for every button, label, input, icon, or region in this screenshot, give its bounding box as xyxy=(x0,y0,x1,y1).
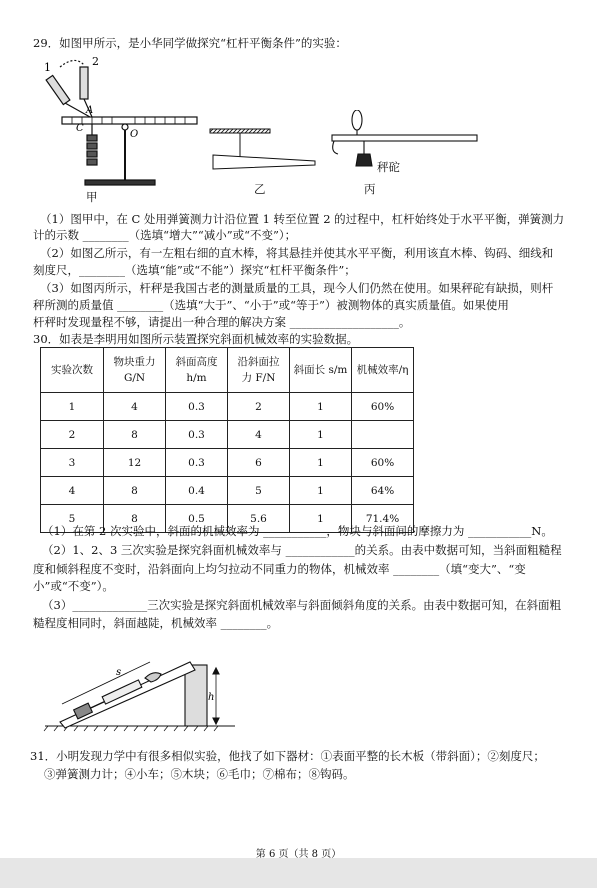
page-footer xyxy=(0,849,597,888)
q29-part3-line3: 杆秤时发现量程不够，请提出一种合理的解决方案 ___________________。 xyxy=(33,315,411,329)
label-yi: 乙 xyxy=(254,182,266,196)
table-cell: 5 xyxy=(228,477,290,505)
table-row xyxy=(41,393,414,421)
table-cell: 8 xyxy=(104,505,166,533)
table-cell: 1 xyxy=(290,449,352,477)
label-point-o: O xyxy=(130,129,139,140)
q30-part2-line2: 度和倾斜程度不变时，沿斜面向上均匀拉动不同重力的物体，机械效率 ________（填“变大”、“变 xyxy=(33,562,526,576)
q30-part3-line2: 糙程度相同时，斜面越陡，机械效率 ________。 xyxy=(33,616,279,630)
q30-part2-line3: 小”或“不变”）。 xyxy=(33,579,114,593)
label-point-a: A xyxy=(86,105,94,116)
q29-part2-line2: 刻度尺，________（选填“能”或“不能”）探究“杠杆平衡条件”； xyxy=(33,263,356,277)
q30-part2-line1: （2）1、2、3 三次实验是探究斜面机械效率与 ____________的关系。由表中数据可知，当斜面粗糙程 xyxy=(42,543,562,557)
figure-bing-steelyard xyxy=(322,110,482,185)
label-pos1: 1 xyxy=(44,61,51,74)
label-jia: 甲 xyxy=(86,190,98,204)
table-cell: 5 xyxy=(41,505,104,533)
table-cell: 8 xyxy=(104,477,166,505)
label-pos2: 2 xyxy=(92,55,99,68)
table-row xyxy=(41,449,414,477)
table-cell: 8 xyxy=(104,421,166,449)
figure-jia-lever-apparatus xyxy=(40,55,210,195)
table-cell: 2 xyxy=(41,421,104,449)
table-cell: 60% xyxy=(352,449,414,477)
table-cell: 71.4% xyxy=(352,505,414,533)
table-cell: 0.4 xyxy=(166,477,228,505)
header-length: 斜面长 s/m xyxy=(290,348,352,393)
table-cell: 0.3 xyxy=(166,449,228,477)
figure-incline-plane xyxy=(40,640,240,735)
label-h: h xyxy=(208,692,215,703)
table-cell: 6 xyxy=(228,449,290,477)
table-cell: 4 xyxy=(41,477,104,505)
table-cell: 0.3 xyxy=(166,421,228,449)
table-cell: 1 xyxy=(290,421,352,449)
table-cell: 12 xyxy=(104,449,166,477)
table-cell xyxy=(352,421,414,449)
q29-part1-line1: （1）图甲中，在 C 处用弹簧测力计沿位置 1 转至位置 2 的过程中，杠杆始终处于水平平衡，弹簧测力 xyxy=(40,212,565,226)
table-cell: 1 xyxy=(290,393,352,421)
q29-part3-line2: 秤所测的质量值 ________（选填“大于”、“小于”或“等于”）被测物体的真实质量值。如果使用 xyxy=(33,298,509,312)
q29-part1-line2: 计的示数 ________（选填“增大”“减小”或“不变”）； xyxy=(33,228,297,242)
figure-yi-tapered-rod xyxy=(205,125,325,185)
label-point-c: C xyxy=(76,123,84,134)
table-cell: 4 xyxy=(104,393,166,421)
q29-title: 29．如图甲所示，是小华同学做探究“杠杆平衡条件”的实验： xyxy=(33,36,347,50)
header-height: 斜面高度 h/m xyxy=(166,348,228,393)
q29-part2-line1: （2）如图乙所示，有一左粗右细的直木棒，将其悬挂并使其水平平衡，利用该直木棒、钩码、细线和 xyxy=(40,246,554,260)
table-cell: 0.3 xyxy=(166,393,228,421)
table-cell: 1 xyxy=(290,477,352,505)
table-cell: 64% xyxy=(352,477,414,505)
page-number: 第 6 页（共 8 页） xyxy=(255,849,342,860)
table-cell: 3 xyxy=(41,449,104,477)
q31-line2: ③弹簧测力计；④小车；⑤木块；⑥毛巾；⑦棉布；⑧钩码。 xyxy=(44,767,355,781)
table-cell: 5.6 xyxy=(228,505,290,533)
q30-part3-line1: （3）_____________三次实验是探究斜面机械效率与斜面倾斜角度的关系。由表中数据可知，在斜面粗 xyxy=(42,598,562,612)
efficiency-data-table xyxy=(40,347,414,533)
table-row xyxy=(41,421,414,449)
header-weight: 物块重力 G/N xyxy=(104,348,166,393)
table-cell: 2 xyxy=(228,393,290,421)
header-trial: 实验次数 xyxy=(41,348,104,393)
table-cell: 60% xyxy=(352,393,414,421)
table-cell: 1 xyxy=(41,393,104,421)
header-efficiency: 机械效率/η xyxy=(352,348,414,393)
q30-part1: （1）在第 2 次实验中，斜面的机械效率为 ___________，物块与斜面间的摩擦力为 ___________N。 xyxy=(42,524,553,538)
label-s: s xyxy=(116,667,122,678)
table-header-row xyxy=(41,348,414,393)
q29-part3-line1: （3）如图丙所示，杆秤是我国古老的测量质量的工具，现今人们仍然在使用。如果秤砣有缺损，则杆 xyxy=(40,281,554,295)
header-force: 沿斜面拉 力 F/N xyxy=(228,348,290,393)
table-cell: 1 xyxy=(290,505,352,533)
table-row xyxy=(41,477,414,505)
label-bing: 丙 xyxy=(364,182,376,196)
q31-line1: 31．小明发现力学中有很多相似实验，他找了如下器材：①表面平整的长木板（带斜面）；②刻度尺； xyxy=(30,749,545,763)
q30-title: 30．如表是李明用如图所示装置探究斜面机械效率的实验数据。 xyxy=(33,332,359,346)
table-cell: 4 xyxy=(228,421,290,449)
table-cell: 0.5 xyxy=(166,505,228,533)
label-chengtuo: 秤砣 xyxy=(377,160,400,174)
